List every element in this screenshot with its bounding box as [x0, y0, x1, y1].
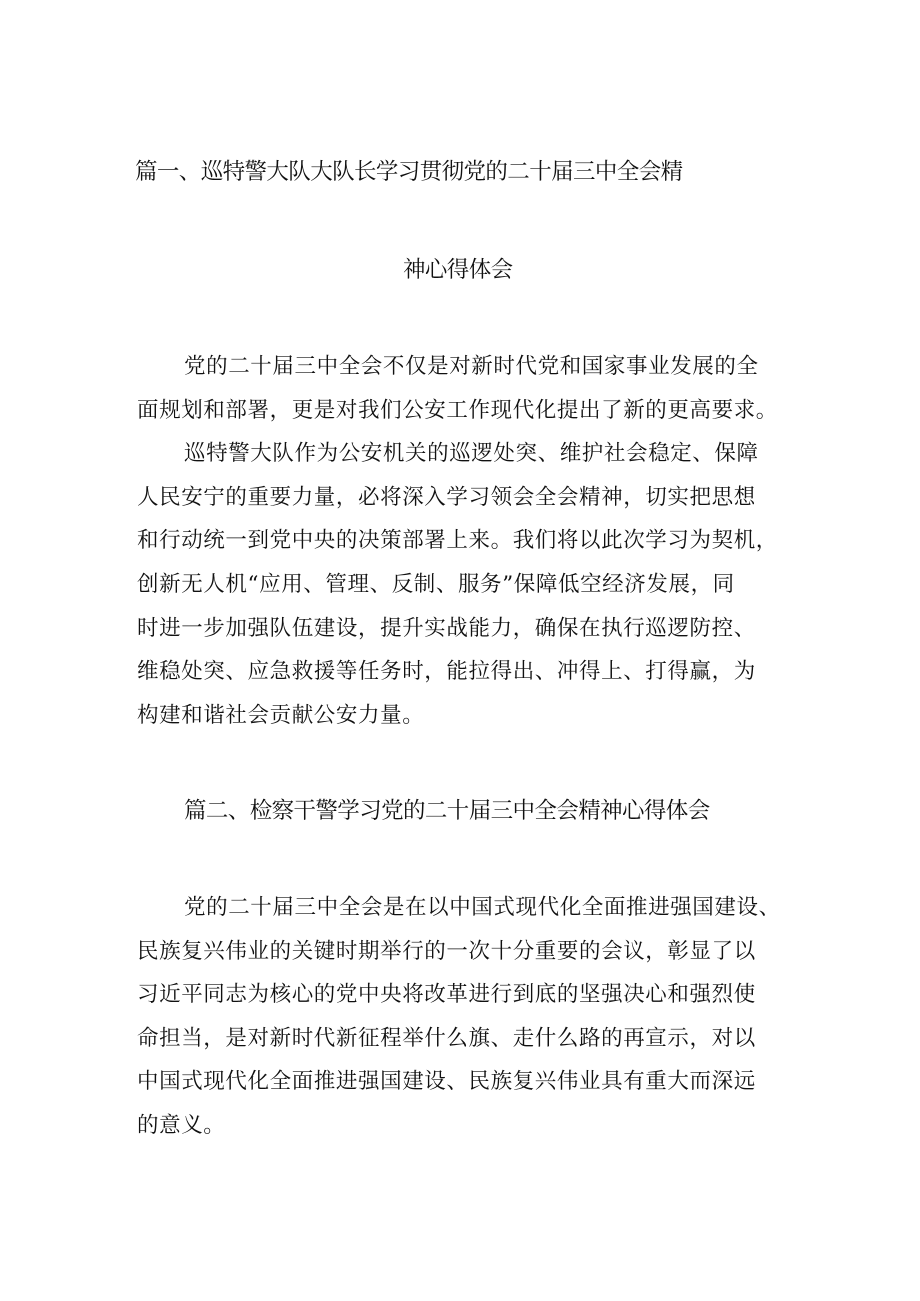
text-line: 党的二十届三中全会不仅是对新时代党和国家事业发展的全 — [184, 354, 759, 379]
text-line: 面规划和部署，更是对我们公安工作现代化提出了新的更高要求。 — [137, 398, 778, 423]
text-line: 民族复兴伟业的关键时期举行的一次十分重要的会议，彰显了以 — [137, 939, 756, 964]
text-line: 人民安宁的重要力量，必将深入学习领会全会精神，切实把思想 — [137, 485, 756, 510]
text-line: 中国式现代化全面推进强国建设、民族复兴伟业具有重大而深远 — [137, 1069, 756, 1094]
text-line: 的意义。 — [137, 1113, 226, 1138]
text-line: 和行动统一到党中央的决策部署上来。我们将以此次学习为契机， — [137, 528, 778, 553]
text-line: 构建和谐社会贡献公安力量。 — [137, 703, 425, 728]
section2-title: 篇二、检察干警学习党的二十届三中全会精神心得体会 — [184, 798, 710, 824]
text-line: 命担当，是对新时代新征程举什么旗、走什么路的再宣示，对以 — [137, 1026, 756, 1051]
section1-title-line1: 篇一、巡特警大队大队长学习贯彻党的二十届三中全会精 — [135, 159, 683, 185]
text-line: 党的二十届三中全会是在以中国式现代化全面推进强国建设、 — [184, 895, 781, 920]
text-line: 时进一步加强队伍建设，提升实战能力，确保在执行巡逻防控、 — [137, 616, 756, 641]
section1-title-line2: 神心得体会 — [403, 257, 513, 283]
text-line: 维稳处突、应急救援等任务时，能拉得出、冲得上、打得赢，为 — [137, 659, 756, 684]
text-line: 习近平同志为核心的党中央将改革进行到底的坚强决心和强烈使 — [137, 982, 756, 1007]
text-line: 创新无人机“应用、管理、反制、服务”保障低空经济发展，同 — [137, 572, 735, 597]
text-line: 巡特警大队作为公安机关的巡逻处突、维护社会稳定、保障 — [184, 441, 759, 466]
